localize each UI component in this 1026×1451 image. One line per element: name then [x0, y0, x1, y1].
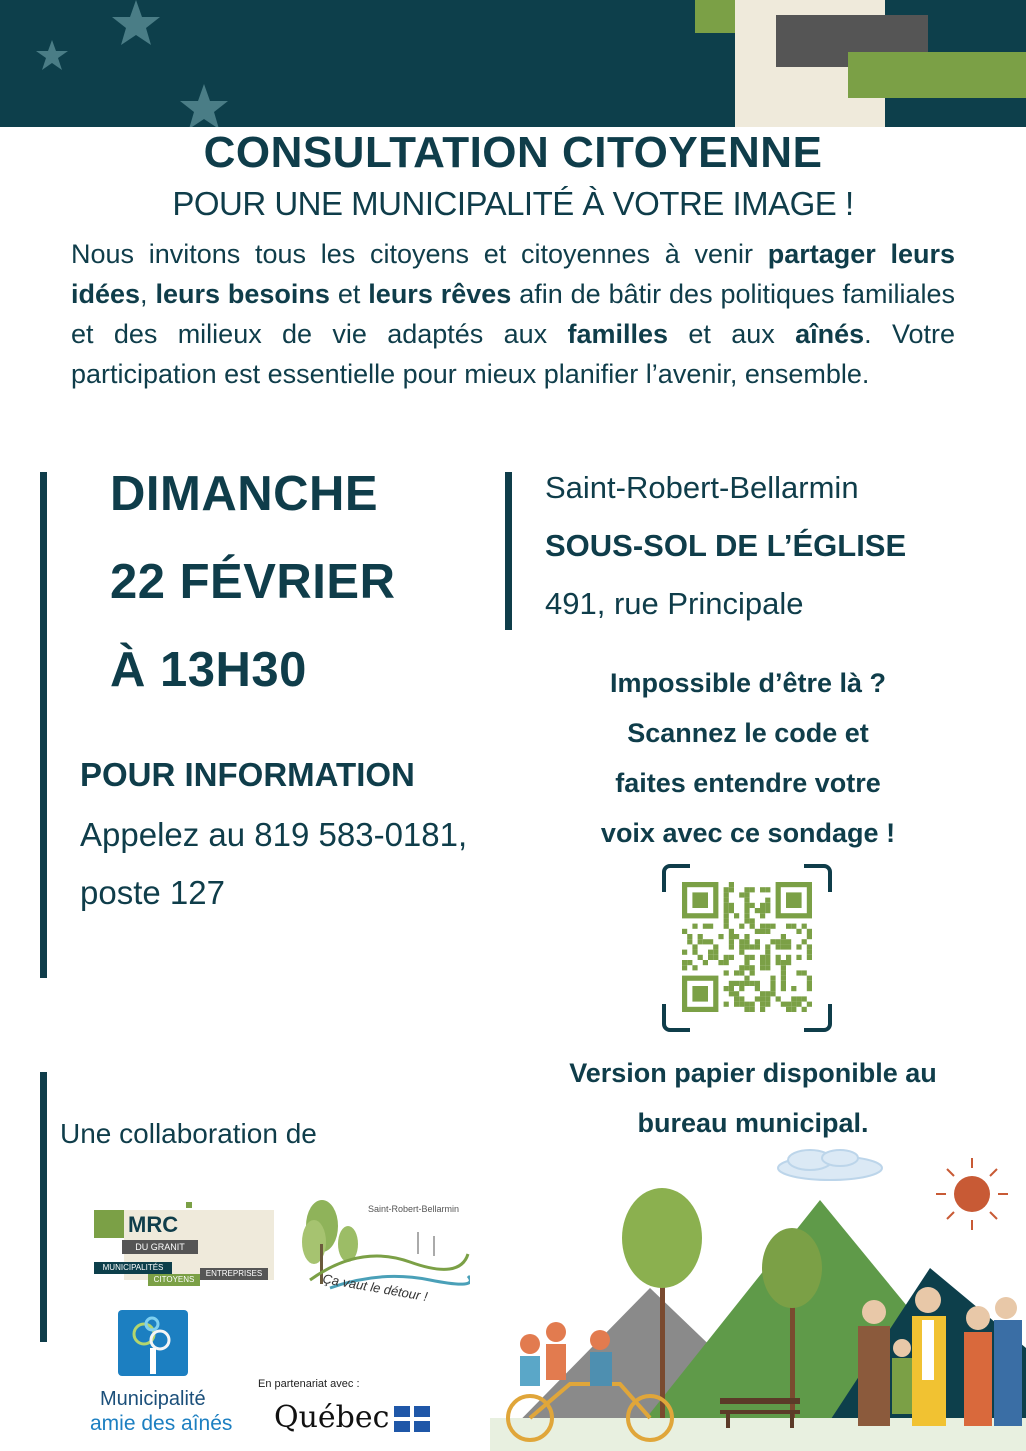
location-town: Saint-Robert-Bellarmin [545, 470, 859, 505]
star-icon [36, 40, 68, 70]
partner-label: En partenariat avec : [258, 1378, 360, 1390]
srb-name: Saint-Robert-Bellarmin [368, 1204, 460, 1214]
qr-code[interactable] [660, 862, 834, 1034]
mrc-name: MRC [128, 1212, 179, 1237]
cyclists [520, 1322, 612, 1386]
mada-logo-icon [118, 1310, 188, 1376]
star-icon [180, 84, 228, 127]
mrc-word-1: MUNICIPALITÉS [94, 1262, 172, 1274]
online-line-1: Impossible d’être là ? [609, 668, 887, 698]
paper-line-2: bureau municipal. [637, 1108, 869, 1138]
online-line-3: faites entendre votre [615, 768, 881, 798]
star-icon [112, 0, 160, 45]
header-band [0, 0, 1026, 127]
mada-line-1: Municipalité [100, 1388, 206, 1410]
page-subtitle: POUR UNE MUNICIPALITÉ À VOTRE IMAGE ! [172, 185, 854, 222]
mrc-sub: DU GRANIT [122, 1240, 198, 1254]
location-address: 491, rue Principale [545, 586, 804, 621]
mrc-word-3: ENTREPRISES [200, 1268, 268, 1280]
online-line-4: voix avec ce sondage ! [600, 818, 896, 848]
event-date: 22 FÉVRIER [110, 555, 396, 609]
cloud-icon [778, 1150, 882, 1180]
left-divider [40, 472, 47, 978]
right-divider [505, 472, 512, 630]
paper-line-1: Version papier disponible au [569, 1058, 937, 1088]
location-place: SOUS-SOL DE L’ÉGLISE [545, 528, 907, 563]
srb-slogan: Ça vaut le détour ! [321, 1270, 429, 1305]
sun-icon [936, 1158, 1008, 1230]
page-title: CONSULTATION CITOYENNE [203, 128, 823, 177]
event-time: À 13H30 [110, 643, 307, 697]
info-heading: POUR INFORMATION [80, 756, 415, 793]
mrc-logo [94, 1200, 274, 1295]
quebec-wordmark: Québec [274, 1400, 390, 1435]
quebec-flag-icon [394, 1406, 430, 1432]
mrc-word-2: CITOYENS [148, 1274, 200, 1286]
mada-line-2: amie des aînés [90, 1412, 233, 1435]
header-decoration [0, 0, 1026, 127]
intro-paragraph: Nous invitons tous les citoyens et citoyennes à venir partager leurs idées, leurs besoins et leurs rêves afin de bâtir des politiques familiales et des milieux de vie adaptés aux familles et aux aînés. Votre participation est essentielle pour mieux planifier l’avenir, ensemble. [71, 239, 956, 389]
collab-label: Une collaboration de [60, 1118, 317, 1149]
collab-divider [40, 1072, 47, 1342]
info-phone: Appelez au 819 583-0181, [80, 816, 468, 853]
event-day: DIMANCHE [110, 467, 379, 521]
deco-green-block-2 [848, 52, 1026, 98]
deco-green-block [695, 0, 735, 33]
community-illustration [490, 1148, 1026, 1451]
dot-icon [186, 1202, 192, 1208]
online-line-2: Scannez le code et [627, 718, 869, 748]
info-extension: poste 127 [80, 874, 225, 911]
